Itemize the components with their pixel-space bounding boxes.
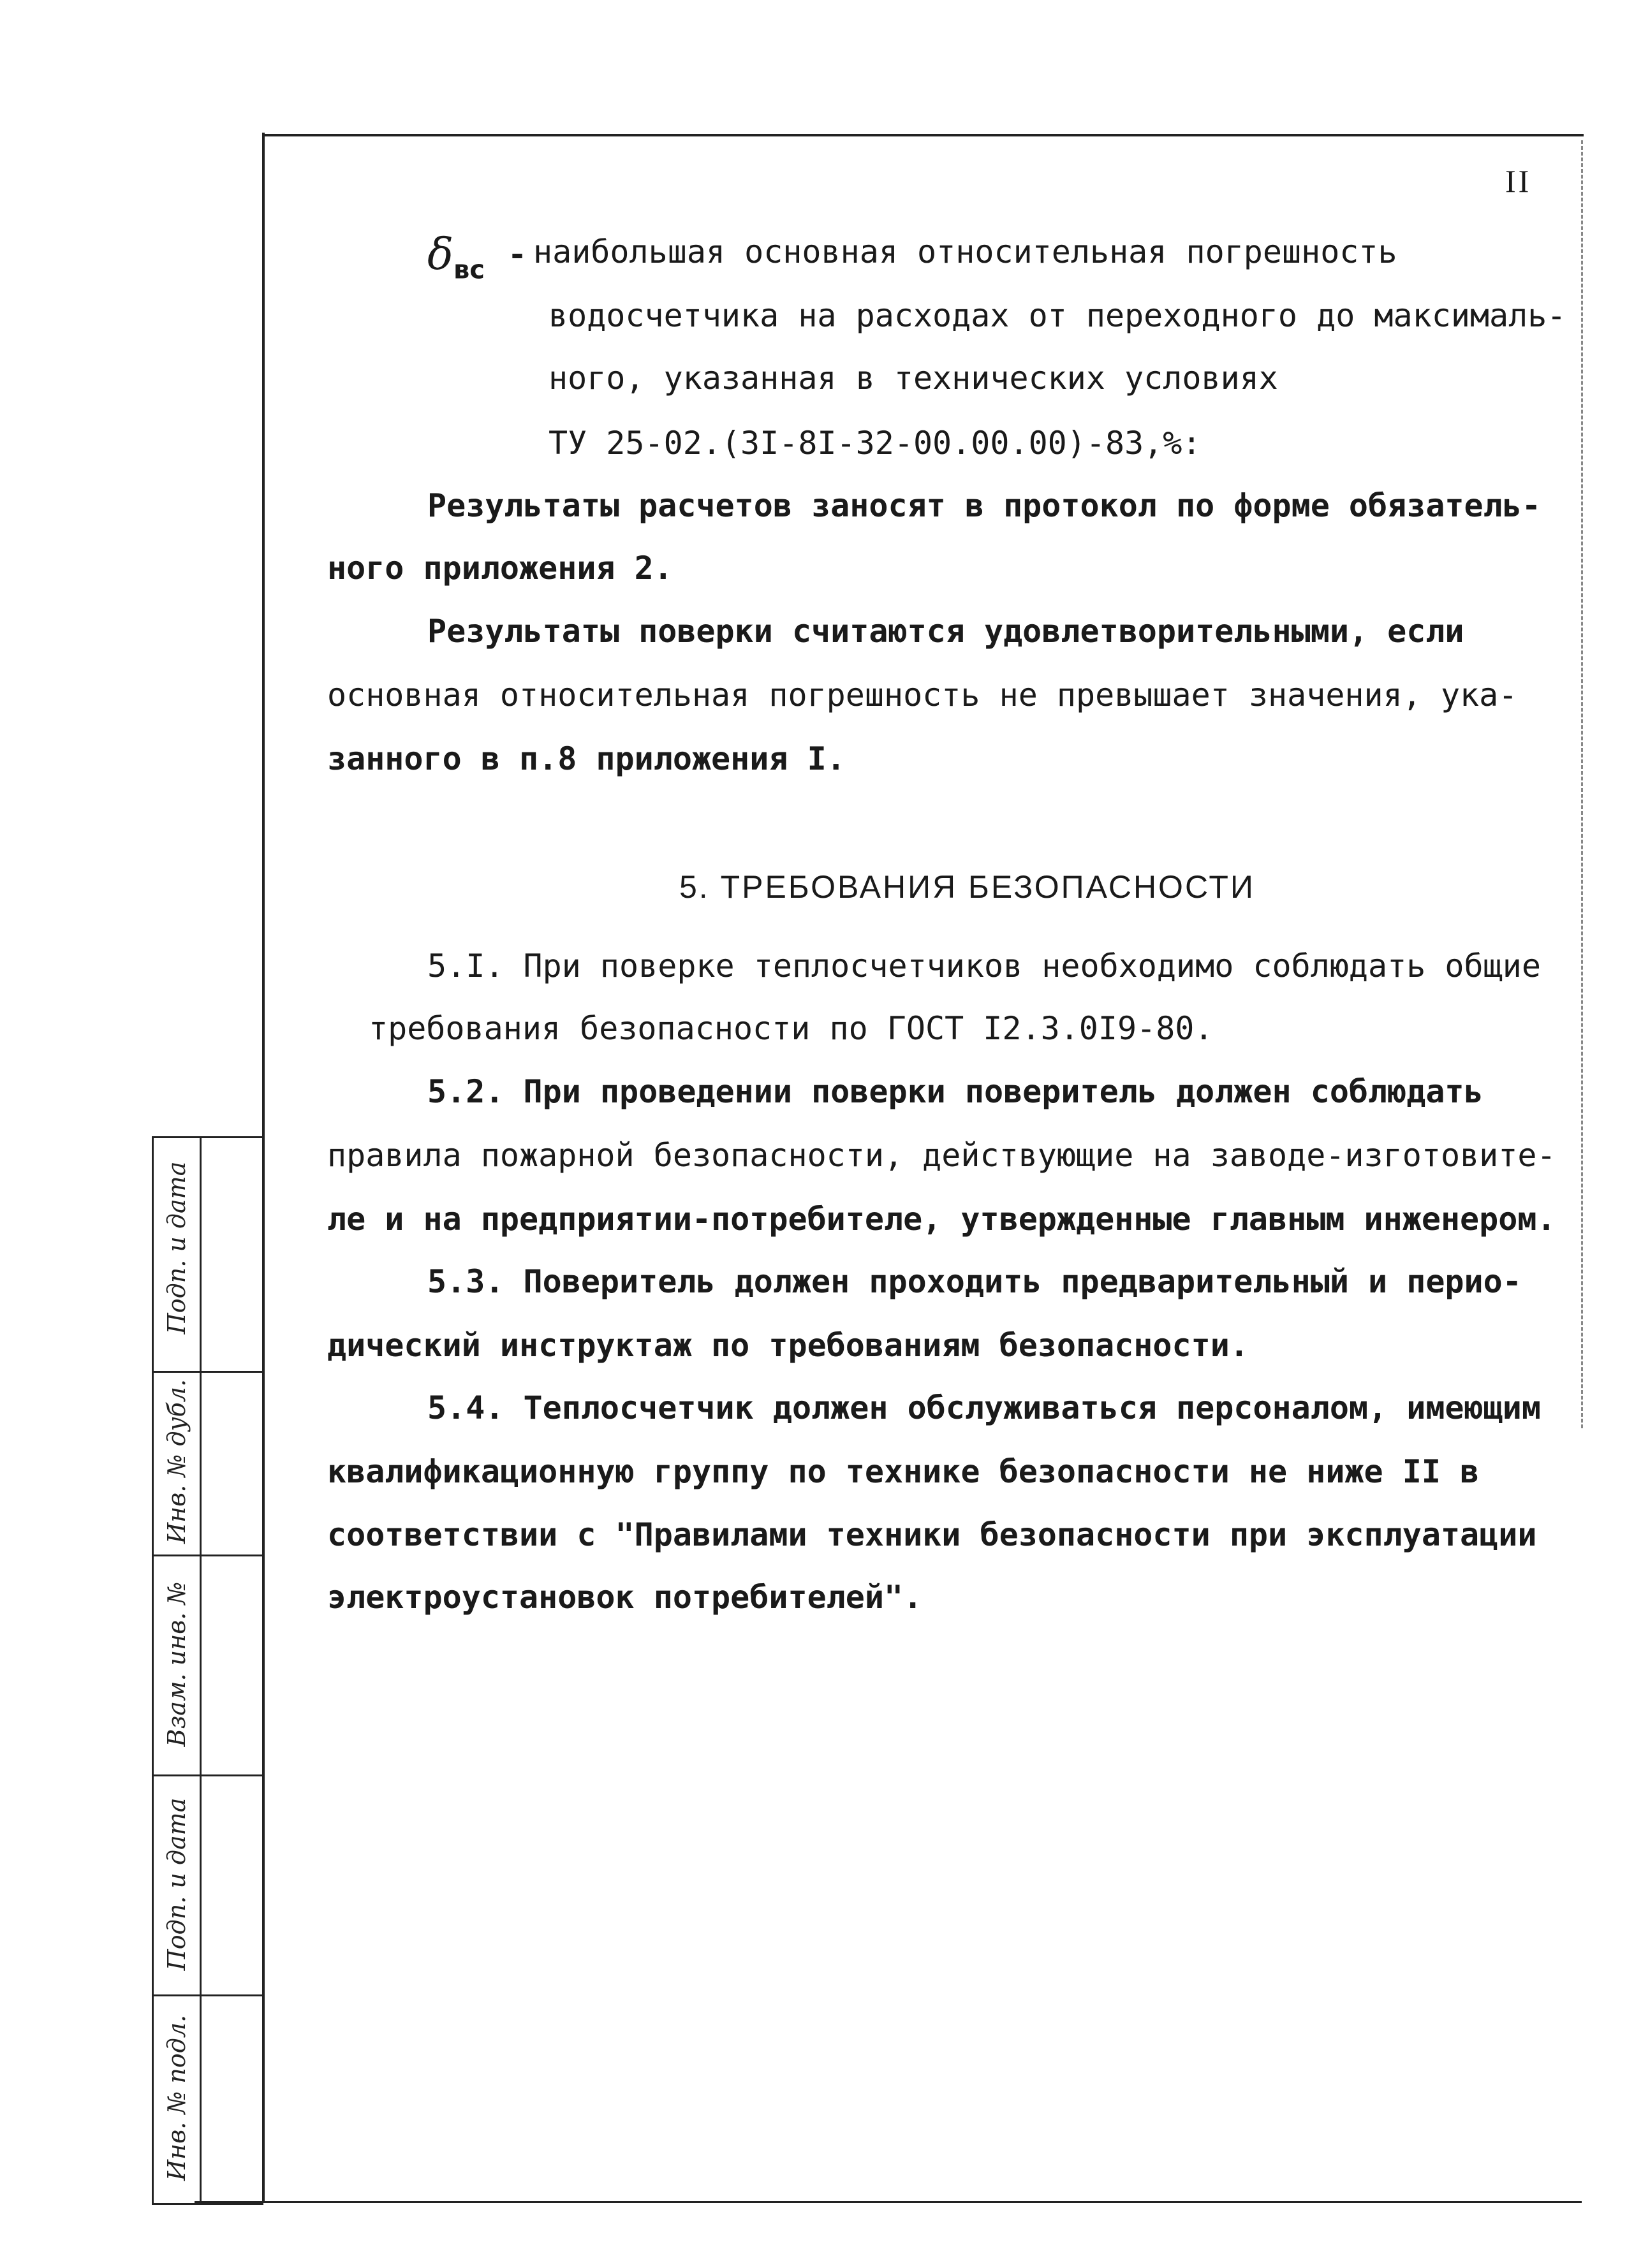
section-line-8: 5.4. Теплосчетчик должен обслуживаться персоналом, имеющим [427, 1389, 1541, 1426]
page-frame-bottom-border [195, 2201, 1582, 2203]
section-heading: 5. ТРЕБОВАНИЯ БЕЗОПАСНОСТИ [679, 869, 1255, 905]
page-frame-top-border [263, 134, 1584, 136]
stamp-label-1: Подп. и дата [163, 1161, 191, 1335]
page-frame-right-border [1581, 140, 1583, 1428]
definition-dash: - [508, 236, 527, 273]
stamp-cell-3 [154, 1555, 263, 1776]
delta-symbol [427, 230, 485, 285]
definition-line-4: ТУ 25-02.(3I-8I-32-00.00.00)-83,%: [548, 425, 1202, 462]
definition-line-2: водосчетчика на расходах от переходного до максималь- [548, 297, 1566, 334]
results-line-3: Результаты поверки считаются удовлетворительными, если [427, 613, 1464, 650]
results-line-4: основная относительная погрешность не превышает значения, ука- [327, 677, 1518, 713]
section-line-10: соответствии с "Правилами техники безопасности при эксплуатации [327, 1516, 1537, 1553]
section-line-3: 5.2. При проведении поверки поверитель должен соблюдать [427, 1073, 1483, 1110]
section-line-6: 5.3. Поверитель должен проходить предварительный и перио- [427, 1263, 1522, 1300]
section-line-9: квалификационную группу по технике безопасности не ниже II в [327, 1453, 1480, 1490]
results-line-5: занного в п.8 приложения I. [327, 740, 846, 777]
stamp-cell-5 [154, 1994, 263, 2201]
delta-subscript: вс [453, 255, 485, 285]
stamp-label-4: Подп. и дата [163, 1797, 191, 1971]
stamp-label-2: Инв. № дубл. [163, 1379, 191, 1544]
section-line-11: электроустановок потребителей". [327, 1579, 923, 1616]
stamp-cell-1 [154, 1138, 263, 1373]
stamp-label-3: Взам. инв. № [163, 1581, 191, 1747]
definition-line-3: ного, указанная в технических условиях [548, 360, 1278, 397]
section-line-4: правила пожарной безопасности, действующие на заводе-изготовите- [327, 1137, 1556, 1174]
page-number: II [1505, 163, 1532, 199]
side-stamp-table [152, 1136, 263, 2205]
stamp-cell-2 [154, 1371, 263, 1556]
section-line-7: дический инструктаж по требованиям безопасности. [327, 1327, 1249, 1364]
stamp-label-5: Инв. № подл. [163, 2014, 191, 2181]
section-line-5: ле и на предприятии-потребителе, утвержденные главным инженером. [327, 1201, 1556, 1238]
section-line-2: требования безопасности по ГОСТ I2.3.0I9-80. [369, 1010, 1214, 1047]
stamp-cell-4 [154, 1774, 263, 1996]
definition-line-1: наибольшая основная относительная погрешность [533, 233, 1397, 270]
results-line-1: Результаты расчетов заносят в протокол по форме обязатель- [427, 487, 1541, 524]
section-line-1: 5.I. При поверке теплосчетчиков необходимо соблюдать общие [427, 947, 1541, 984]
delta-glyph: δ [427, 230, 453, 280]
results-line-2: ного приложения 2. [327, 550, 673, 587]
